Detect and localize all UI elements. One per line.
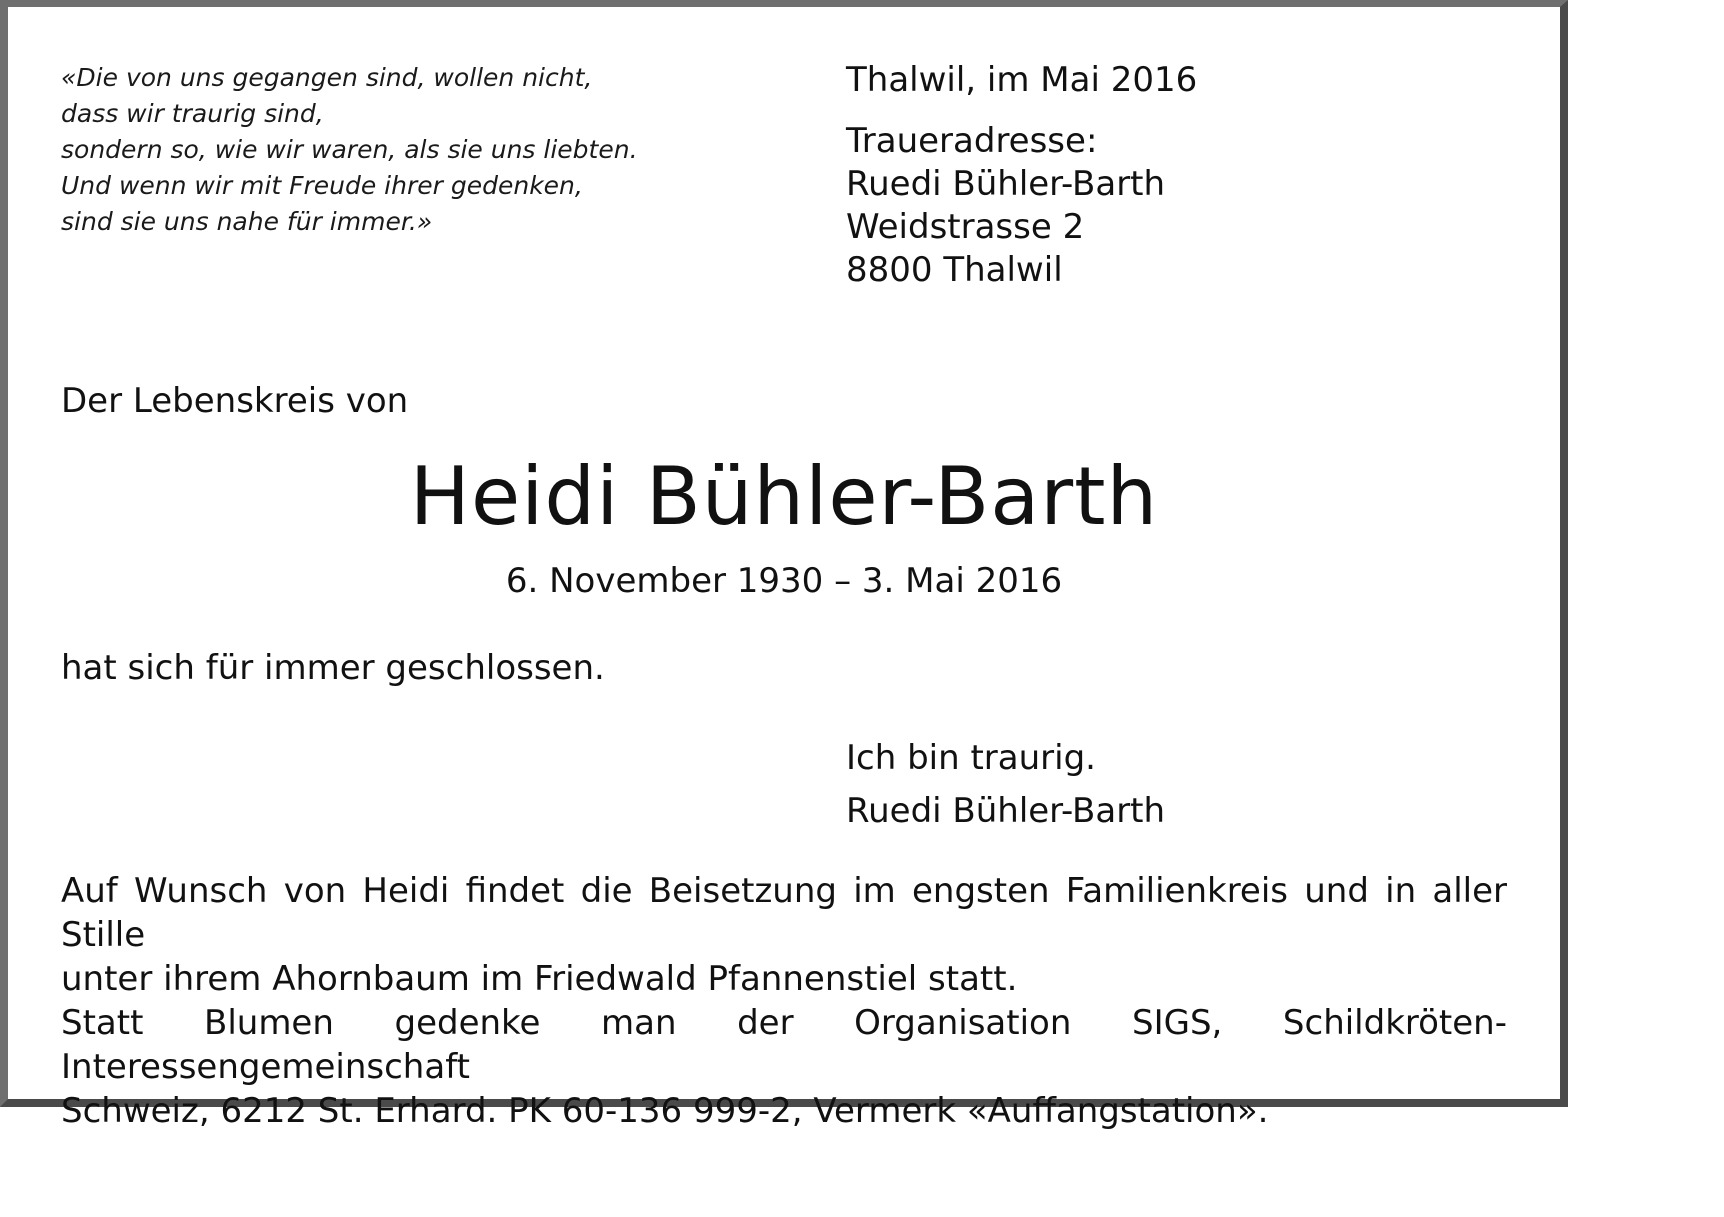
signoff-signer: Ruedi Bühler-Barth bbox=[846, 791, 1166, 831]
quote-line: Und wenn wir mit Freude ihrer gedenken, bbox=[61, 171, 583, 200]
notice-line: Auf Wunsch von Heidi findet die Beisetzung im engsten Familienkreis und in aller Stille bbox=[61, 871, 1507, 955]
notice-line: unter ihrem Ahornbaum im Friedwald Pfannenstiel statt. bbox=[61, 959, 1018, 999]
announcement-closing: hat sich für immer geschlossen. bbox=[61, 648, 605, 688]
notice-line: Schweiz, 6212 St. Erhard. PK 60-136 999-2, Vermerk «Auffangstation». bbox=[61, 1091, 1269, 1131]
deceased-name: Heidi Bühler-Barth bbox=[409, 450, 1159, 543]
address-label: Traueradresse: bbox=[846, 121, 1098, 161]
announcement-intro: Der Lebenskreis von bbox=[61, 381, 409, 421]
address-name: Ruedi Bühler-Barth bbox=[846, 164, 1166, 204]
place-date: Thalwil, im Mai 2016 bbox=[846, 60, 1198, 100]
quote-line: sind sie uns nahe für immer.» bbox=[61, 207, 433, 236]
burial-notice bbox=[61, 869, 1507, 1133]
quote-line: sondern so, wie wir waren, als sie uns liebten. bbox=[61, 135, 638, 164]
address-city: 8800 Thalwil bbox=[846, 250, 1063, 290]
notice-line: Statt Blumen gedenke man der Organisation SIGS, Schildkröten-Interessengemeinschaft bbox=[61, 1003, 1507, 1087]
life-dates: 6. November 1930 – 3. Mai 2016 bbox=[505, 561, 1063, 601]
address-street: Weidstrasse 2 bbox=[846, 207, 1085, 247]
quote-line: dass wir traurig sind, bbox=[61, 99, 324, 128]
quote-line: «Die von uns gegangen sind, wollen nicht, bbox=[61, 63, 593, 92]
signoff bbox=[846, 732, 1165, 838]
signoff-message: Ich bin traurig. bbox=[846, 738, 1096, 778]
mourning-address bbox=[846, 120, 1165, 292]
memorial-quote bbox=[61, 60, 638, 240]
